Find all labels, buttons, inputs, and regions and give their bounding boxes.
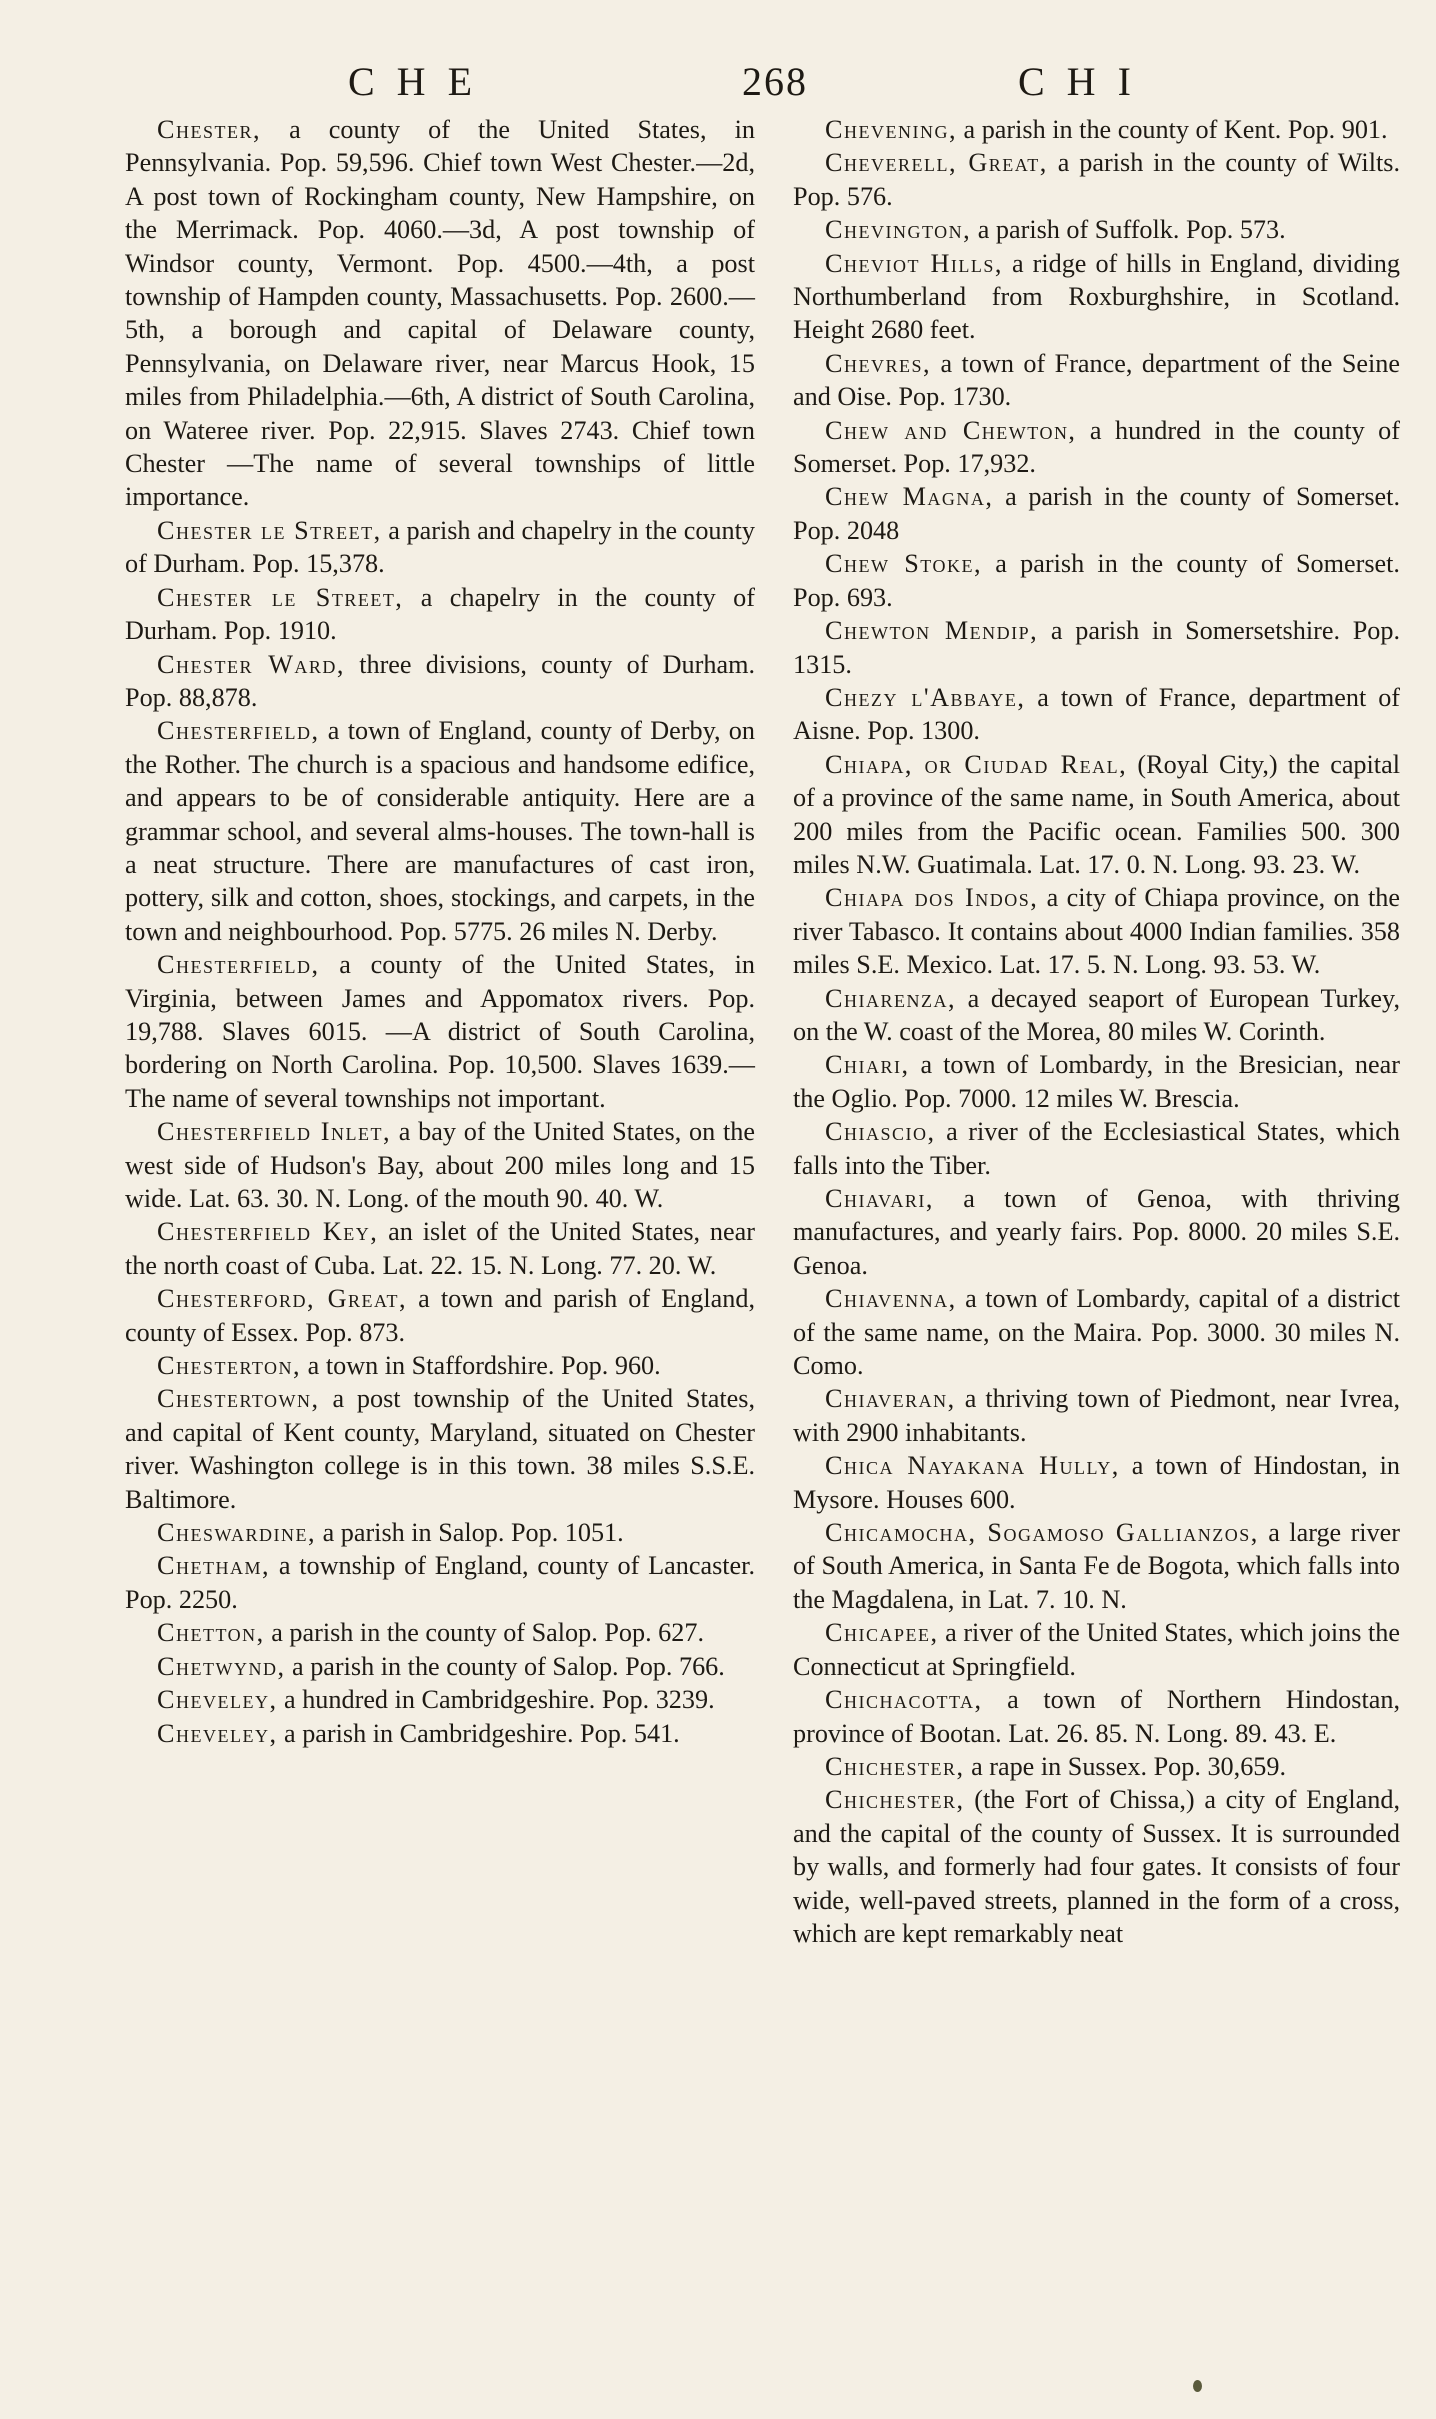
entry-headword: Chester le Street, (157, 515, 382, 545)
entry-headword: Chew Stoke, (825, 549, 982, 579)
entry (793, 748, 1400, 882)
entry (793, 1449, 1400, 1516)
entry-text: a post township of the United States, and capital of Kent county, Maryland, situated on Chester river. Washington college is in this town. 38 miles S.S.E. Baltimore. (125, 1384, 755, 1514)
entry (793, 1382, 1400, 1449)
entry (125, 1282, 755, 1349)
entry-headword: Chesterfield Inlet, (157, 1117, 391, 1147)
entry (793, 1282, 1400, 1382)
entry-text: a parish in the county of Wilts. Pop. 576. (793, 148, 1400, 211)
entry (125, 1382, 755, 1516)
entry-text: a river of the Ecclesiastical States, which falls into the Tiber. (793, 1117, 1400, 1180)
entry-text: a city of Chiapa province, on the river Tabasco. It contains about 4000 Indian families. 358 miles S.E. Mexico. Lat. 17. 5. N. Long. 93. 53. W. (793, 883, 1400, 980)
entry-headword: Chesterfield, (157, 950, 320, 980)
entry (793, 1783, 1400, 1950)
entry-headword: Chetton, (157, 1618, 265, 1648)
page-number: 268 (742, 59, 808, 104)
entry (125, 1349, 755, 1382)
entry-headword: Chiapa dos Indos, (825, 883, 1039, 913)
entry-headword: Chew and Chewton, (825, 415, 1077, 445)
entry-headword: Chiavenna, (825, 1284, 957, 1314)
entry-text: a rape in Sussex. Pop. 30,659. (964, 1751, 1287, 1781)
entry-text: a parish in the county of Salop. Pop. 627. (264, 1618, 704, 1648)
entry (125, 1215, 755, 1282)
entry-headword: Chiari, (825, 1050, 910, 1080)
header-right-guide-word: CHI (1018, 59, 1153, 104)
entry-headword: Chester le Street, (157, 582, 404, 612)
entry-text: a parish and chapelry in the county of Durham. Pop. 15,378. (125, 515, 755, 579)
entry (793, 113, 1400, 146)
entry-text: a county of the United States, in Pennsylvania. Pop. 59,596. Chief town West Chester.—2d, A post town of Rockingham county, New Hampshire, on the Merrimack. Pop. 4060.—3d, A post township of Windsor county, Vermont. Pop. 4500.—4th, a post township of Hampden county, Massachusetts. Pop. 2600.—5th, a borough and capital of Delaware county, Pennsylvania, on Delaware river, near Marcus Hook, 15 miles from Philadelphia.—6th, A district of South Carolina, on Wateree river. Pop. 22,915. Slaves 2743. Chief town Chester —The name of several townships of little importance. (125, 115, 755, 512)
running-header (0, 52, 1436, 112)
entry-headword: Chiaveran, (825, 1384, 956, 1414)
entry-headword: Chesterford, Great, (157, 1284, 408, 1314)
entry (793, 247, 1400, 347)
entry-headword: Chicamocha, Sogamoso Gallianzos, (825, 1518, 1259, 1548)
entry (125, 581, 755, 648)
entry (793, 681, 1400, 748)
entry (793, 1683, 1400, 1750)
entry-text: a town of Northern Hindostan, province of Bootan. Lat. 26. 85. N. Long. 89. 43. E. (793, 1685, 1400, 1748)
entry (793, 1516, 1400, 1616)
entry (793, 1616, 1400, 1683)
entry-text: three divisions, county of Durham. Pop. 88,878. (125, 649, 755, 712)
entry (793, 414, 1400, 481)
entry-text: a parish in the county of Salop. Pop. 766. (285, 1651, 725, 1681)
entry-headword: Chester, (157, 115, 262, 144)
entry (125, 1115, 755, 1215)
entry (125, 648, 755, 715)
entry (793, 1750, 1400, 1783)
entry-headword: Chichester, (825, 1785, 965, 1815)
entry-text: a bay of the United States, on the west side of Hudson's Bay, about 200 miles long and 15 wide. Lat. 63. 30. N. Long. of the mouth 90. 40. W. (125, 1117, 756, 1213)
entry (793, 1115, 1400, 1182)
entry-text: a parish in Cambridgeshire. Pop. 541. (277, 1718, 680, 1748)
entry (125, 1650, 755, 1683)
entry-text: a thriving town of Piedmont, near Ivrea, with 2900 inhabitants. (793, 1384, 1400, 1447)
entry-text: a town in Staffordshire. Pop. 960. (301, 1351, 661, 1381)
entry-headword: Cheverell, Great, (825, 148, 1048, 178)
entry-headword: Chevening, (825, 115, 957, 144)
entry-text: a hundred in the county of Somerset. Pop. 17,932. (793, 415, 1400, 479)
entry-text: a town of Genoa, with thriving manufactures, and yearly fairs. Pop. 8000. 20 miles S.E. Genoa. (793, 1184, 1400, 1280)
entry-text: a river of the United States, which joins the Connecticut at Springfield. (793, 1618, 1400, 1681)
entry-text: a town and parish of England, county of Essex. Pop. 873. (125, 1284, 755, 1347)
entry (125, 1616, 755, 1649)
entry-headword: Chewton Mendip, (825, 616, 1039, 646)
entry-text: a county of the United States, in Virginia, between James and Appomatox rivers. Pop. 19,788. Slaves 6015. —A district of South Carolina, bordering on North Carolina. Pop. 10,500. Slaves 1639.—The name of several townships not important. (125, 950, 755, 1113)
entry (793, 547, 1400, 614)
entry-headword: Chew Magna, (825, 482, 994, 512)
entry-text: a chapelry in the county of Durham. Pop. 1910. (125, 582, 755, 646)
entry-headword: Cheviot Hills, (825, 248, 1003, 278)
entry (793, 1048, 1400, 1115)
entry-text: a town of France, department of Aisne. Pop. 1300. (793, 682, 1401, 746)
entry (125, 714, 755, 948)
entry-headword: Cheveley, (157, 1718, 278, 1748)
entry-text: a town of England, county of Derby, on the Rother. The church is a spacious and handsome edifice, and appears to be of considerable antiquity. Here are a grammar school, and several alms-houses. The town-hall is a neat structure. There are manufactures of cast iron, pottery, silk and cotton, shoes, stockings, and carpets, in the town and neighbourhood. Pop. 5775. 26 miles N. Derby. (125, 716, 755, 946)
entry-headword: Chichacotta, (825, 1685, 983, 1715)
entry-text: (the Fort of Chissa,) a city of England, and the capital of the county of Sussex. It is surrounded by walls, and formerly had four gates. It consists of four wide, well-paved streets, planned in the form of a cross, which are kept remarkably neat (793, 1785, 1400, 1948)
entry-headword: Chica Nayakana Hully, (825, 1451, 1120, 1481)
entry (793, 1182, 1400, 1282)
entry (793, 213, 1400, 246)
entry-text: a town of Lombardy, capital of a district of the same name, on the Maira. Pop. 3000. 30 miles N. Como. (793, 1284, 1400, 1381)
entry-headword: Chetham, (157, 1551, 271, 1581)
entry-headword: Chesterfield, (157, 716, 320, 746)
entry-headword: Chichester, (825, 1751, 965, 1781)
entry-text: an islet of the United States, near the north coast of Cuba. Lat. 22. 15. N. Long. 77. 20. W. (125, 1217, 755, 1280)
ink-spot (1193, 2380, 1202, 2392)
entry-headword: Chiascio, (825, 1117, 936, 1147)
entry (125, 1516, 755, 1549)
entry-text: a town of Hindostan, in Mysore. Houses 600. (793, 1451, 1400, 1514)
entry-headword: Cheveley, (157, 1685, 278, 1715)
entry (793, 881, 1400, 981)
entry-text: a parish in the county of Somerset. Pop. 693. (793, 549, 1400, 612)
left-column (125, 113, 755, 1750)
entry-text: a large river of South America, in Santa Fe de Bogota, which falls into the Magdalena, in Lat. 7. 10. N. (793, 1518, 1400, 1614)
entry-headword: Cheswardine, (157, 1518, 317, 1548)
entry-text: a ridge of hills in England, dividing Northumberland from Roxburghshire, in Scotland. Height 2680 feet. (793, 248, 1400, 345)
entry-headword: Chesterfield Key, (157, 1217, 379, 1247)
entry (793, 614, 1400, 681)
entry-headword: Chicapee, (825, 1618, 939, 1648)
entry (125, 1683, 755, 1716)
entry (793, 480, 1400, 547)
entry (125, 948, 755, 1115)
entry-text: a town of Lombardy, in the Bresician, near the Oglio. Pop. 7000. 12 miles W. Brescia. (793, 1050, 1400, 1113)
header-left-guide-word: CHE (348, 59, 494, 104)
entry-headword: Chiapa, or Ciudad Real, (825, 749, 1128, 779)
entry (125, 514, 755, 581)
entry-text: a town of France, department of the Seine and Oise. Pop. 1730. (793, 348, 1400, 412)
entry (793, 347, 1400, 414)
entry-text: a township of England, county of Lancaster. Pop. 2250. (125, 1551, 755, 1614)
entry-headword: Chevington, (825, 215, 972, 245)
right-column (793, 113, 1400, 1950)
entry-headword: Chesterton, (157, 1351, 302, 1381)
entry (125, 113, 755, 514)
entry-headword: Chevres, (825, 348, 932, 378)
entry-text: a parish of Suffolk. Pop. 573. (971, 215, 1286, 245)
entry (793, 146, 1400, 213)
entry-text: a parish in the county of Somerset. Pop. 2048 (793, 482, 1400, 545)
entry (793, 982, 1400, 1049)
entry-headword: Chiarenza, (825, 983, 957, 1013)
entry-text: (Royal City,) the capital of a province of the same name, in South America, about 200 miles from the Pacific ocean. Families 500. 300 miles N.W. Guatimala. Lat. 17. 0. N. Long. 93. 23. W. (793, 749, 1400, 879)
entry-text: a decayed seaport of European Turkey, on the W. coast of the Morea, 80 miles W. Corinth. (793, 983, 1400, 1046)
entry-text: a parish in the county of Kent. Pop. 901. (957, 115, 1388, 144)
entry-headword: Chester Ward, (157, 649, 345, 679)
entry-text: a parish in Somersetshire. Pop. 1315. (793, 616, 1401, 679)
entry (125, 1549, 755, 1616)
entry (125, 1717, 755, 1750)
entry-headword: Chestertown, (157, 1384, 320, 1414)
entry-headword: Chetwynd, (157, 1651, 286, 1681)
entry-headword: Chiavari, (825, 1184, 934, 1213)
entry-text: a parish in Salop. Pop. 1051. (316, 1518, 624, 1548)
entry-headword: Chezy l'Abbaye, (825, 682, 1026, 712)
entry-text: a hundred in Cambridgeshire. Pop. 3239. (277, 1685, 715, 1715)
